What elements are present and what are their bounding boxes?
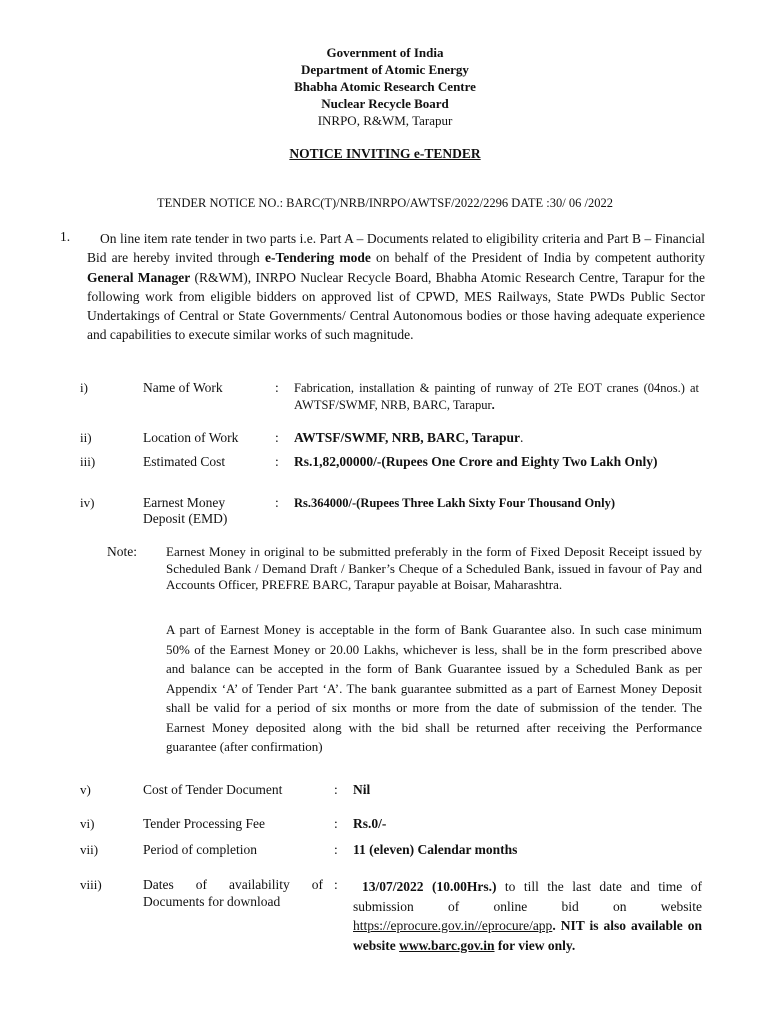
paragraph-number: 1. (60, 229, 71, 244)
item-iv-number: iv) (80, 495, 95, 510)
header-org-line3: Bhabha Atomic Research Centre (294, 79, 476, 94)
item-vii-label: Period of completion (143, 842, 257, 857)
item-i-value-end: . (491, 398, 495, 412)
item-v-label: Cost of Tender Document (143, 782, 283, 797)
tender-notice-number: TENDER NOTICE NO.: BARC(T)/NRB/INRPO/AWTSF/2022/2296 DATE :30/ 06 /2022 (157, 196, 613, 210)
item-iv-label: Earnest Money Deposit (EMD) (143, 495, 228, 526)
paragraph-1 (87, 229, 705, 345)
header-org-line2: Department of Atomic Energy (301, 62, 469, 77)
item-ii-number: ii) (80, 430, 92, 445)
item-iii-label: Estimated Cost (143, 454, 226, 469)
item-iii-number: iii) (80, 454, 96, 469)
barc-website-link[interactable]: www.barc.gov.in (399, 937, 495, 953)
item-vi-value: Rs.0/- (353, 816, 387, 831)
item-viii-text: to till the last date and time of submission of online bid on website (353, 879, 702, 914)
item-ii-value (294, 430, 523, 446)
item-ii-colon: : (275, 430, 279, 445)
note-label: Note: (107, 544, 137, 559)
header-org-line4: Nuclear Recycle Board (321, 96, 449, 111)
item-i-colon: : (275, 380, 279, 395)
item-v-value: Nil (353, 782, 371, 797)
item-iii-colon: : (275, 454, 279, 469)
eprocure-link[interactable]: https://eprocure.gov.in//eprocure/app (353, 918, 553, 933)
item-i-label: Name of Work (143, 380, 223, 395)
item-i-value (294, 380, 699, 414)
paragraph-1-text-c: (R&WM), INRPO Nuclear Recycle Board, Bhabha Atomic Research Centre, Tarapur for the following work from eligible bidders on approved list of CPWD, MES Railways, State PWDs Public Sector Undertakings of Central or State Governments/ Central Autonomous bodies or those having adequate experience and capabilities to execute similar works of such magnitude. (87, 269, 705, 343)
paragraph-1-bold-a: e-Tendering mode (264, 250, 371, 266)
item-ii-value-text: AWTSF/SWMF, NRB, BARC, Tarapur (294, 430, 521, 445)
paragraph-1-text-b: on behalf of the President of India by competent authority (370, 250, 705, 266)
note-paragraph-1: Earnest Money in original to be submitted preferably in the form of Fixed Deposit Receipt issued by Scheduled Bank / Demand Draft / Banker’s Cheque of a Scheduled Bank, issued in favour of Pay and Accounts Officer, PREFRE BARC, Tarapur payable at Boisar, Maharashtra. (166, 544, 702, 593)
item-iv-value: Rs.364000/-(Rupees Three Lakh Sixty Four Thousand Only) (294, 496, 616, 510)
item-viii-colon: : (334, 877, 338, 892)
item-viii-number: viii) (80, 877, 102, 892)
item-viii-label-line2: Documents for download (143, 894, 281, 909)
item-vii-number: vii) (80, 842, 99, 857)
item-ii-value-end: . (520, 430, 524, 445)
item-vi-colon: : (334, 816, 338, 831)
item-i-number: i) (80, 380, 88, 395)
header-org-line1: Government of India (326, 45, 444, 60)
item-viii-value (353, 877, 702, 955)
item-vi-label: Tender Processing Fee (143, 816, 266, 831)
item-ii-label: Location of Work (143, 430, 239, 445)
item-viii-nit-text: . NIT is also available on website (353, 918, 702, 953)
item-viii-view-only: for view only. (494, 937, 576, 953)
note-paragraph-2: A part of Earnest Money is acceptable in the form of Bank Guarantee also. In such case minimum 50% of the Earnest Money or 20.00 Lakhs, whichever is less, shall be in the form prescribed above and balance can be accepted in the form of Bank Guarantee issued by a Scheduled Bank as per Appendix ‘A’ of Tender Part ‘A’. The bank guarantee submitted as a part of Earnest Money Deposit shall be valid for a period of six months or more from the date of submission of the tender. The Earnest Money deposited along with the bid shall be returned after receiving the Performance guarantee (after confirmation) (166, 622, 702, 754)
item-viii-label-line1: Dates of availability of (143, 877, 323, 892)
item-v-number: v) (80, 782, 91, 797)
paragraph-1-bold-b: General Manager (87, 269, 191, 285)
header-org-line5: INRPO, R&WM, Tarapur (317, 113, 453, 128)
item-viii-start-date: 13/07/2022 (10.00Hrs.) (362, 879, 497, 894)
document-title: NOTICE INVITING e-TENDER (289, 146, 481, 161)
item-v-colon: : (334, 782, 338, 797)
item-vi-number: vi) (80, 816, 95, 831)
item-vii-colon: : (334, 842, 338, 857)
item-vii-value: 11 (eleven) Calendar months (353, 842, 518, 857)
item-iii-value: Rs.1,82,00000/-(Rupees One Crore and Eighty Two Lakh Only) (294, 454, 658, 469)
paragraph-1-text-a: On line item rate tender in two parts i.e. Part A – Documents related to eligibility criteria and Part B – Financial Bid are hereby invited through (87, 231, 705, 266)
item-i-value-text: Fabrication, installation & painting of runway of 2Te EOT cranes (04nos.) at AWTSF/SWMF, NRB, BARC, Tarapur (294, 381, 699, 412)
item-iv-colon: : (275, 495, 279, 510)
